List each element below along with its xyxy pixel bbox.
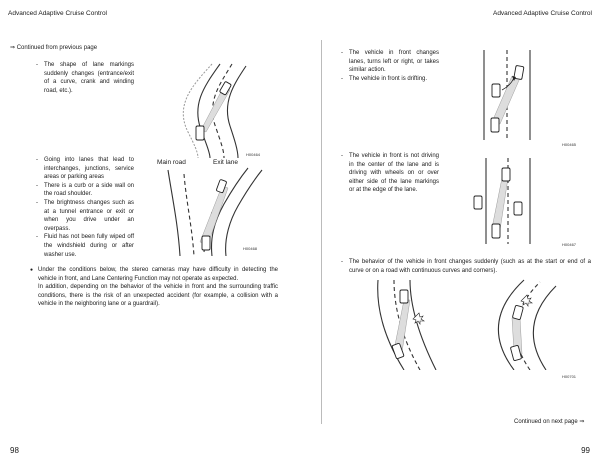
left-warning-bullet xyxy=(32,266,278,309)
left-item-lane-markings xyxy=(36,61,134,95)
list-item: - The shape of lane markings suddenly changes (entrance/exit of a curve, crank and winding road, etc.). xyxy=(36,61,134,95)
right-item-off-center xyxy=(341,152,439,195)
bullet-text-continued: In addition, depending on the behavior of the vehicle in front and the surrounding traffic conditions, there is the risk of an unexpected accident (for example, a collision with a vehicle in the neighboring lane or a guardrail). xyxy=(38,284,278,308)
list-item: - Going into lanes that lead to interchanges, junctions, service areas or parking areas xyxy=(36,156,134,182)
figure-code: H00701 xyxy=(562,374,577,379)
list-item: - Fluid has not been fully wiped off the windshield during or after washer use. xyxy=(36,233,134,259)
label-main-road: Main road xyxy=(157,159,186,166)
left-header-title: Advanced Adaptive Cruise Control xyxy=(8,10,108,17)
bullet-text: ● Under the conditions below, the stereo cameras may have difficulty in detecting the vehicle in front, and Lane Centering Function may not operate as expected. xyxy=(32,266,278,283)
continued-on-next-page: Continued on next page ⇒ xyxy=(514,419,585,425)
figure-exit-lane xyxy=(164,166,266,256)
figure-curve-road xyxy=(168,62,268,158)
figure-code: H00465 xyxy=(562,142,577,147)
list-item: - The behavior of the vehicle in front changes suddenly (such as at the start or end of a curve or on a road with continuous curves and corners). xyxy=(341,258,591,275)
list-item: - The brightness changes such as at a tunnel entrance or exit or when you drive under an overpass. xyxy=(36,199,134,233)
figure-off-center xyxy=(466,156,550,244)
figure-code: H00468 xyxy=(243,246,258,251)
page-number-left: 98 xyxy=(10,446,19,455)
right-header-title: Advanced Adaptive Cruise Control xyxy=(492,10,592,17)
figure-lane-change xyxy=(462,48,552,140)
label-exit-lane: Exit lane xyxy=(213,159,238,166)
list-item: - The vehicle in front is not driving in the center of the lane and is driving with wheels on or over either side of the lane markings or at the edge of the lane. xyxy=(341,152,439,195)
figure-curve-behavior xyxy=(364,278,568,370)
figure-code: H00467 xyxy=(562,242,577,247)
left-items-list xyxy=(36,156,134,259)
continued-from-previous: ⇒ Continued from previous page xyxy=(10,45,98,51)
page-number-right: 99 xyxy=(581,446,590,455)
list-item: - The vehicle in front changes lanes, turns left or right, or takes similar action. xyxy=(341,49,439,75)
page-divider xyxy=(321,40,322,424)
list-item: - There is a curb or a side wall on the road shoulder. xyxy=(36,182,134,199)
list-item: - The vehicle in front is drifting. xyxy=(341,75,439,84)
right-item-sudden-change xyxy=(341,258,591,275)
right-items-list xyxy=(341,49,439,83)
figure-code: H00464 xyxy=(246,152,261,157)
